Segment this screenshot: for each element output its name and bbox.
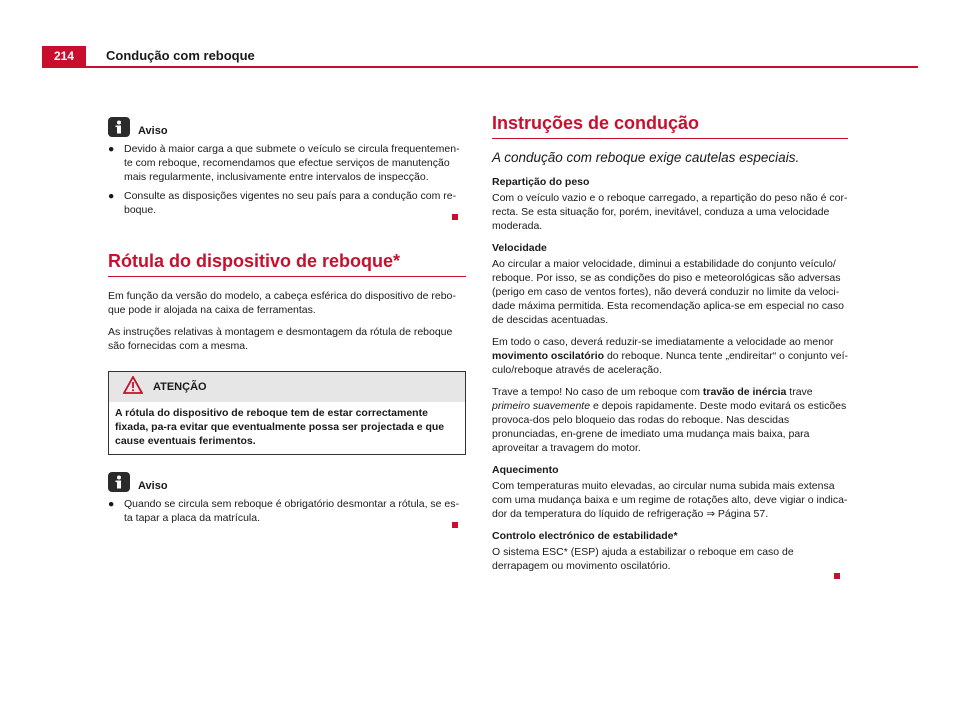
end-mark-icon: [834, 573, 840, 579]
header-rule: [42, 66, 918, 68]
paragraph: [492, 335, 848, 377]
text-run: Em todo o caso, deverá reduzir-se imediatamente a velocidade ao menor: [492, 336, 834, 348]
bullet-icon: ●: [108, 498, 115, 510]
right-column: [492, 113, 849, 579]
page-number: 214: [42, 46, 86, 66]
note-header: [108, 471, 466, 493]
paragraph: O sistema ESC* (ESP) ajuda a estabilizar o reboque em caso de derrapagem ou movimento oscilatório.: [492, 546, 794, 572]
paragraph: Com temperaturas muito elevadas, ao circular numa subida mais extensa com uma mudança baixa e um regime de rotações alto, deve vigiar o indica-dor da temperatura do líquido de refrigeração ⇒ Página 57.: [492, 480, 848, 520]
warning-label: ATENÇÃO: [153, 381, 207, 393]
warning-header: [109, 372, 465, 402]
note-box-1: [108, 116, 466, 220]
subheading: Controlo electrónico de estabilidade*: [492, 530, 678, 542]
text-run: e depois rapidamente. Deste modo evitará os esticões provoca-dos pelo bloqueio das rodas do reboque. Nas descidas pronunciadas, en-grene de imediato uma mudança mais baixa, para aproveitar a travagem do motor.: [492, 400, 847, 454]
info-note-icon: [108, 472, 130, 492]
chapter-title: Condução com reboque: [106, 48, 255, 63]
note-text: Quando se circula sem reboque é obrigatório desmontar a rótula, se es-ta tapar a placa da matrícula.: [124, 498, 460, 524]
left-column: [108, 116, 466, 528]
info-note-icon: [108, 117, 130, 137]
paragraph: Em função da versão do modelo, a cabeça esférica do dispositivo de rebo-que pode ir alojada na caixa de ferramentas.: [108, 290, 456, 316]
paragraph: Ao circular a maior velocidade, diminui a estabilidade do conjunto veículo/ reboque. Por isso, se as condições do piso e meteorológicas são adversas (perigo em caso de ventos fortes), não deverá conduzir no limite da veloci-dade máxima permitida. Esta recomendação aplica-se em especial no caso de descidas acentuadas.: [492, 258, 844, 326]
note-box-2: [108, 471, 466, 528]
bold-term: travão de inércia: [702, 386, 787, 398]
text-run: trave: [786, 386, 813, 398]
lead-text: A condução com reboque exige cautelas especiais.: [492, 150, 800, 165]
warning-triangle-icon: [123, 376, 143, 398]
italic-term: primeiro suavemente: [492, 400, 591, 412]
note-header: [108, 116, 466, 138]
section-title: Instruções de condução: [492, 116, 848, 139]
subheading: Velocidade: [492, 242, 547, 254]
list-item: [108, 497, 466, 525]
note-text: Consulte as disposições vigentes no seu país para a condução com re-boque.: [124, 190, 457, 216]
paragraph: Com o veículo vazio e o reboque carregado, a repartição do peso não é cor-recta. Se esta situação for, porém, inevitável, conduza a uma velocidade moderada.: [492, 192, 848, 232]
note-text: Devido à maior carga a que submete o veículo se circula frequentemen-te com reboque, recomendamos que efectue serviços de manutenção mais regularmente, inclusivamente entre intervalos de inspecção.: [124, 143, 460, 183]
section-title: Rótula do dispositivo de reboque*: [108, 254, 466, 277]
paragraph: [492, 385, 848, 455]
bullet-icon: ●: [108, 143, 115, 155]
warning-text: A rótula do dispositivo de reboque tem de estar correctamente fixada, pa-ra evitar que eventualmente possa ser projectada e que cause eventuais ferimentos.: [115, 407, 445, 447]
bold-term: movimento oscilatório: [492, 350, 605, 362]
subheading: Aquecimento: [492, 464, 559, 476]
list-item: [108, 142, 466, 184]
bullet-icon: ●: [108, 190, 115, 202]
text-run: do reboque. Nunca tente „endireitar“ o conjunto veí-culo/reboque através de aceleração.: [492, 350, 849, 376]
warning-box: [108, 371, 466, 455]
paragraph: As instruções relativas à montagem e desmontagem da rótula de reboque são fornecidas com a mesma.: [108, 326, 453, 352]
subheading: Repartição do peso: [492, 176, 590, 188]
note-label: Aviso: [138, 480, 168, 492]
list-item: [108, 189, 466, 217]
note-label: Aviso: [138, 125, 168, 137]
text-run: Trave a tempo! No caso de um reboque com: [492, 386, 703, 398]
